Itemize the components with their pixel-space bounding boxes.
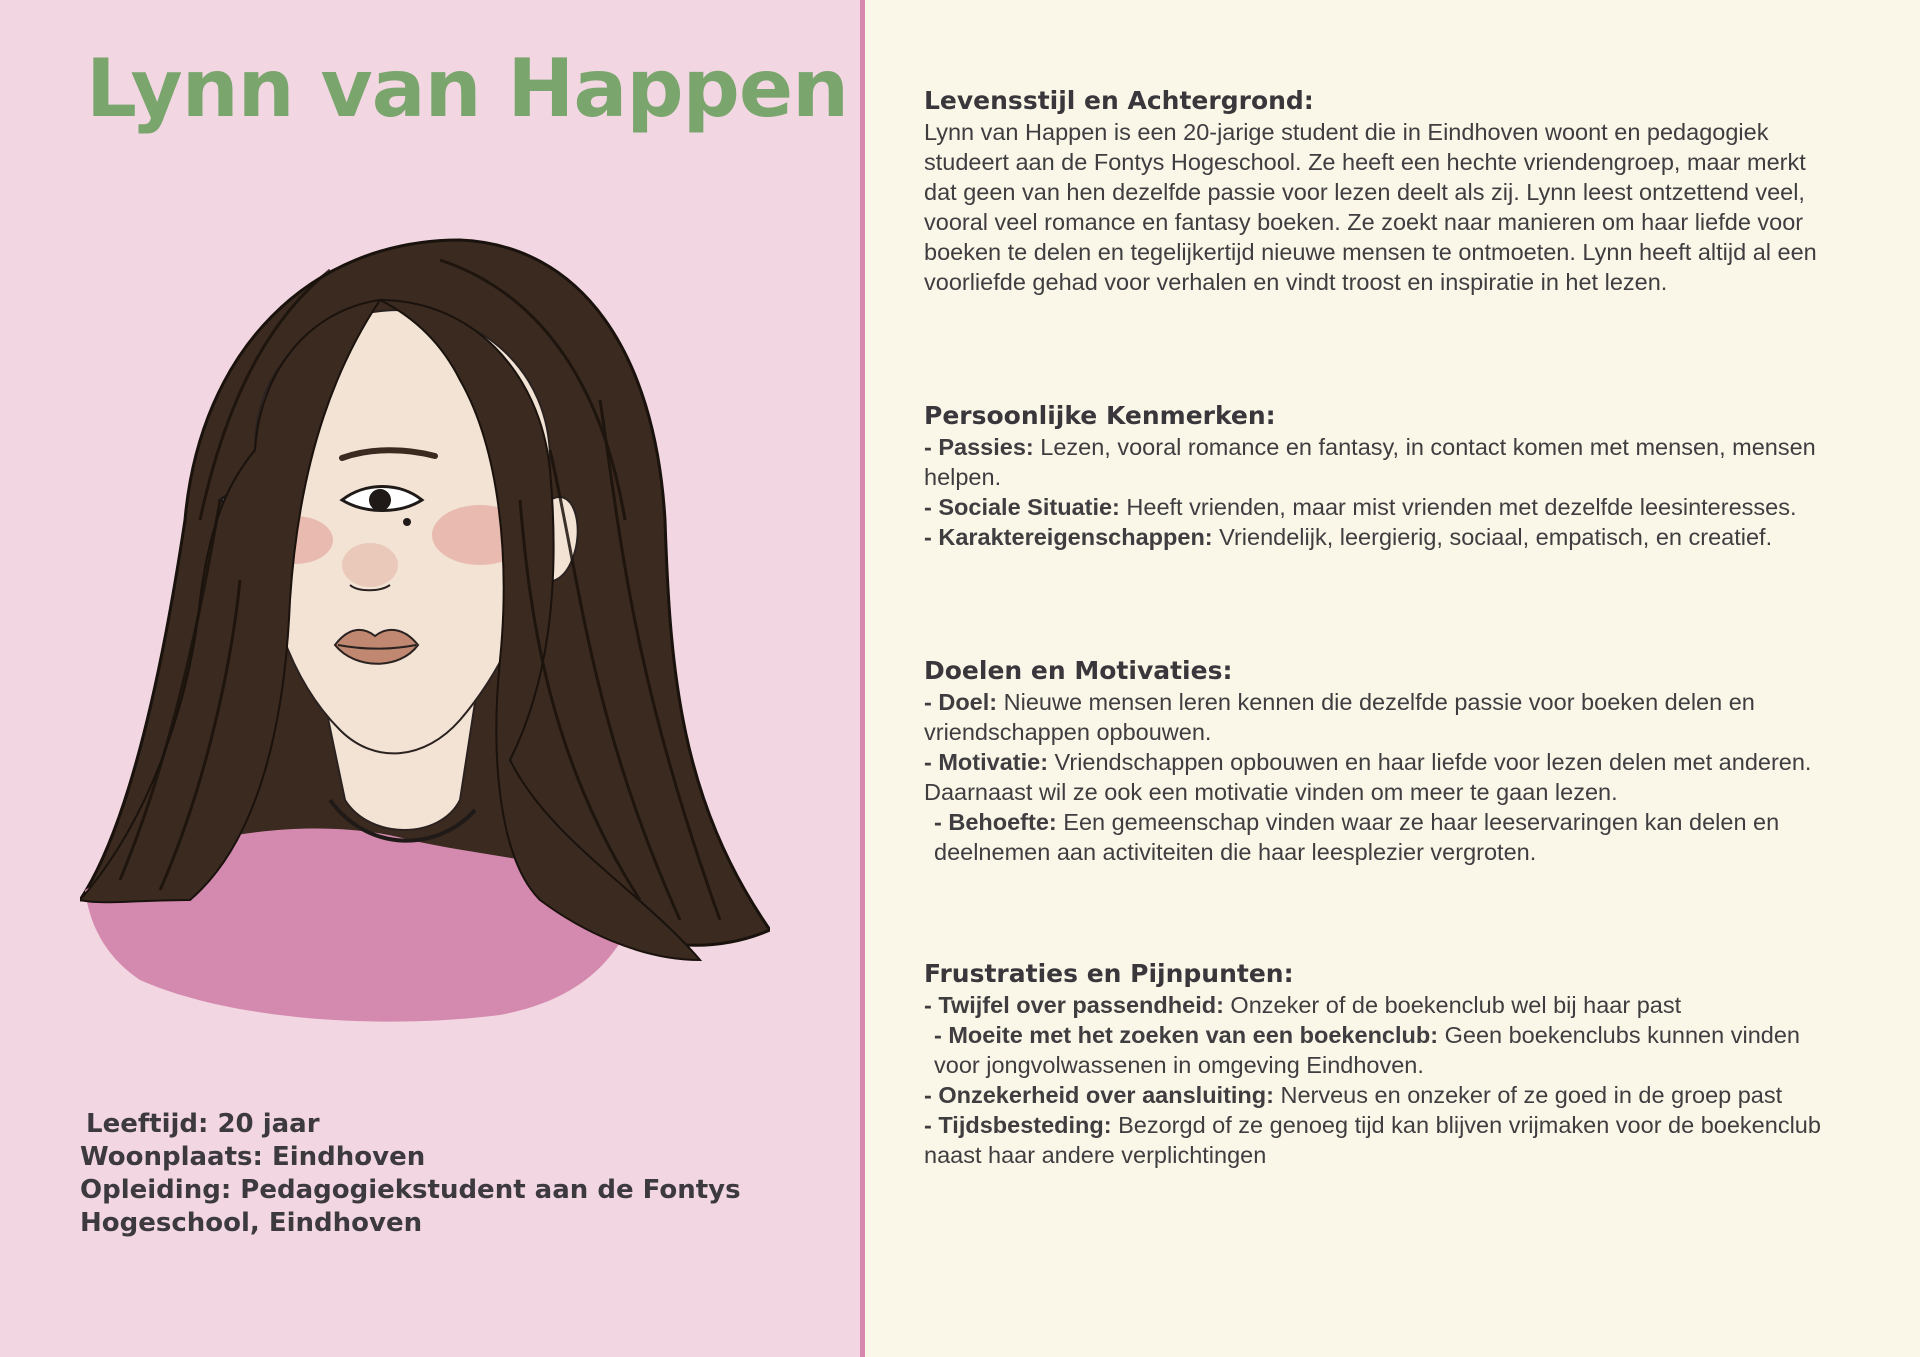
list-item — [924, 687, 1844, 747]
fact-age: Leeftijd: 20 jaar — [86, 1109, 320, 1139]
item-label: - Karaktereigenschappen: — [924, 524, 1213, 550]
nose-blush — [342, 543, 398, 587]
item-text: Vriendschappen opbouwen en haar liefde voor lezen delen met anderen. Daarnaast wil ze ook een motivatie vinden om meer te gaan lezen. — [924, 749, 1812, 805]
item-text: Geen boekenclubs kunnen vinden voor jongvolwassenen in omgeving Eindhoven. — [934, 1022, 1800, 1078]
list-item — [924, 492, 1844, 522]
persona-portrait — [80, 200, 770, 1030]
fact-education-cont: Hogeschool, Eindhoven — [80, 1208, 423, 1238]
item-label: - Motivatie: — [924, 749, 1049, 775]
item-label: - Behoefte: — [934, 809, 1057, 835]
list-item — [924, 1080, 1844, 1110]
item-label: - Moeite met het zoeken van een boekenclub: — [934, 1022, 1439, 1048]
section-title-lifestyle: Levensstijl en Achtergrond: — [924, 86, 1314, 115]
item-text: Lezen, vooral romance en fantasy, in contact komen met mensen, mensen helpen. — [924, 434, 1816, 490]
item-text: Vriendelijk, leergierig, sociaal, empatisch, en creatief. — [1212, 524, 1773, 550]
section-title-goals: Doelen en Motivaties: — [924, 656, 1233, 685]
section-traits — [924, 400, 1844, 552]
fact-residence: Woonplaats: Eindhoven — [80, 1142, 426, 1172]
item-text: Onzeker of de boekenclub wel bij haar past — [1223, 992, 1682, 1018]
persona-facts — [80, 1108, 780, 1240]
item-label: - Onzekerheid over aansluiting: — [924, 1082, 1274, 1108]
item-label: - Twijfel over passendheid: — [924, 992, 1224, 1018]
traits-list — [924, 432, 1844, 552]
section-title-traits: Persoonlijke Kenmerken: — [924, 401, 1276, 430]
item-text: Nieuwe mensen leren kennen die dezelfde passie voor boeken delen en vriendschappen opbouwen. — [924, 689, 1755, 745]
list-item — [924, 432, 1844, 492]
list-item — [924, 1020, 1844, 1080]
section-goals — [924, 655, 1844, 867]
item-label: - Passies: — [924, 434, 1034, 460]
iris-right — [369, 489, 391, 511]
item-text: Bezorgd of ze genoeg tijd kan blijven vrijmaken voor de boekenclub naast haar andere verplichtingen — [924, 1112, 1821, 1168]
list-item — [924, 807, 1844, 867]
item-text: Nerveus en onzeker of ze goed in de groep past — [1273, 1082, 1783, 1108]
frustrations-list — [924, 990, 1844, 1170]
section-lifestyle — [924, 85, 1844, 297]
list-item — [924, 990, 1844, 1020]
list-item — [924, 1110, 1844, 1170]
section-frustrations — [924, 958, 1844, 1170]
fact-education: Opleiding: Pedagogiekstudent aan de Fontys — [80, 1175, 741, 1205]
item-label: - Tijdsbesteding: — [924, 1112, 1112, 1138]
lifestyle-text: Lynn van Happen is een 20-jarige student die in Eindhoven woont en pedagogiek studeert aan de Fontys Hogeschool. Ze heeft een hechte vriendengroep, maar merkt dat geen van hen dezelfde passie voor lezen deelt als zij. Lynn leest ontzettend veel, vooral veel romance en fantasy boeken. Ze zoekt naar manieren om haar liefde voor boeken te delen en tegelijkertijd nieuwe mensen te ontmoeten. Lynn heeft altijd al een voorliefde gehad voor verhalen en vindt troost en inspiratie in het lezen. — [924, 119, 1817, 295]
list-item — [924, 522, 1844, 552]
item-label: - Sociale Situatie: — [924, 494, 1120, 520]
item-text: Een gemeenschap vinden waar ze haar leeservaringen kan delen en deelnemen aan activiteiten die haar leesplezier vergroten. — [934, 809, 1780, 865]
list-item — [924, 747, 1844, 807]
goals-list — [924, 687, 1844, 867]
persona-name: Lynn van Happen — [86, 42, 849, 135]
section-title-frustrations: Frustraties en Pijnpunten: — [924, 959, 1294, 988]
beauty-mark — [403, 518, 411, 526]
item-text: Heeft vrienden, maar mist vrienden met dezelfde leesinteresses. — [1119, 494, 1797, 520]
item-label: - Doel: — [924, 689, 998, 715]
